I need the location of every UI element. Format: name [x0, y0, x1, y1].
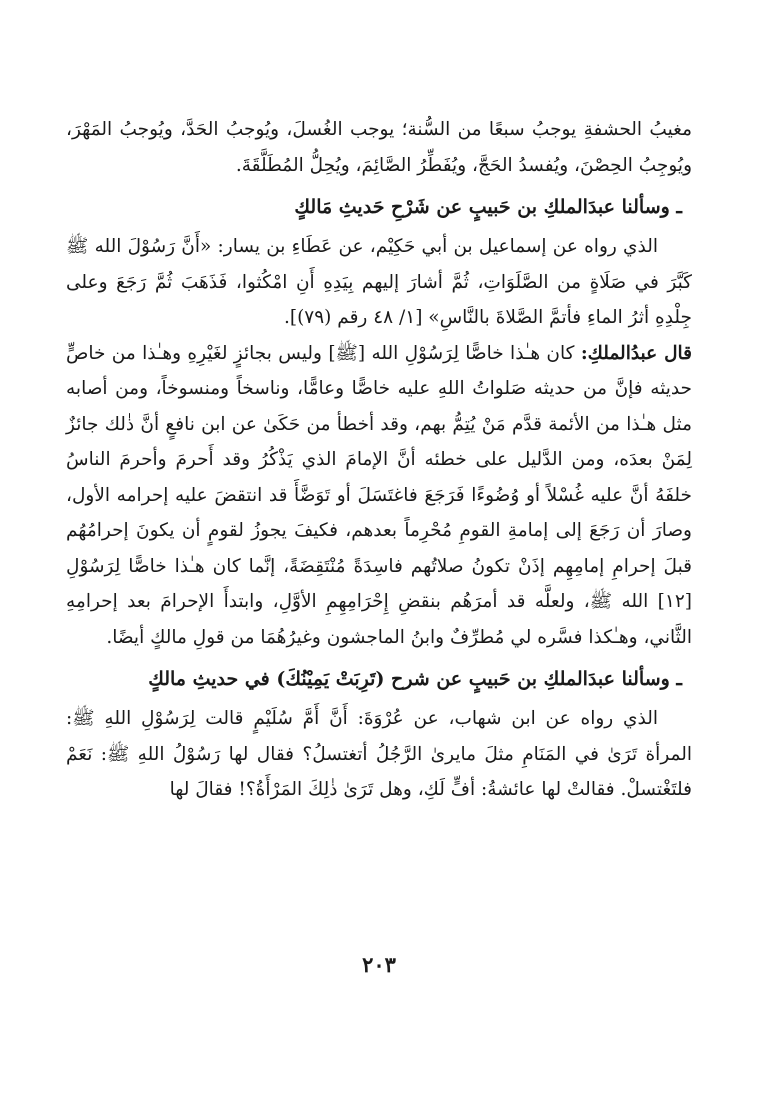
commentary-text: كان هـٰذا خاصًّا لِرَسُوْلِ الله [ﷺ] وليس بجائزٍ لغَيْرِهِ وهـٰذا من خاصٍّ حديثه فإنَّ من حديثه صَلواتُ اللهِ عليه خاصًّا وعامًّا، وناسخاً ومنسوخاً، ومن أصابه مثل هـٰذا من الأئمة قدَّم مَنْ يُتِمُّ بهم، وقد أخطأ من حَكَىٰ عن ابن نافعٍ أنَّ ذٰلك جائزٌ لِمَنْ بعدَه، ومن الدَّليل على خطئه أنَّ الإمامَ الذي يَذْكُرُ وقد أَحرمَ وأحرمَ الناسُ خلفَهُ أنَّ عليه غُسْلاً أو وُضُوءًا فَرَجَعَ فاغتَسَلَ أو تَوَضَّأَ قد انتقضَ عليه إحرامه الأول، وصارَ أن رَجَعَ إلى إمامةِ القومِ مُحْرِماً بعدهم، فكيفَ يجوزُ لقومٍ أن يكونَ إحرامُهُم قبلَ إحرامِ إمامِهِم إذَنْ تكونُ صلاتُهم فاسِدَةً مُنْتَقِضَةً، إنَّما كان هـٰذا خاصًّا لِرَسُوْلِ [١٢] الله ﷺ، ولعلَّه قد أمرَهُم بنقضِ إِحْرَامِهِمِ الأوَّلِ، وابتدأَ الإحرامَ بعد إحرامِهِ الثَّاني، وهـٰكذا فسَّره لي مُطرِّفٌ وابنُ الماجشون وغيرُهُمَا من قولِ مالكٍ أيضًا.: [66, 342, 692, 648]
section-heading-taribat-yaminuk: ـ وسألنا عبدَالملكِ بن حَبيبٍ عن شرح (تَرِبَتْ يَمِيْنُكَ) في حديثِ مالكٍ: [148, 668, 682, 690]
section-heading-malik-hadith: ـ وسألنا عبدَالملكِ بن حَبيبٍ عن شَرْحِ حَديثِ مَالكٍ: [294, 196, 682, 218]
paragraph-continuation: مغيبُ الحشفةِ يوجبُ سبعًا من السُّنة؛ يوجب الغُسلَ، ويُوجبُ الحَدَّ، ويُوجبُ المَهْرَ، ويُوجِبُ الحِصْنَ، ويُفسدُ الحَجَّ، ويُفَطِّرُ الصَّائِمَ، ويُحِلُّ المُطَلَّقَةَ.: [66, 119, 692, 176]
paragraph-umm-sulaym-hadith: الذي رواه عن ابن شهاب، عن عُرْوَةَ: أَنَّ أَمَّ سُلَيْمٍ قالت لِرَسُوْلِ اللهِ ﷺ: المرأة تَرَىٰ في المَنَامِ مثلَ مايرىٰ الرَّجُلُ أتغتسلُ؟ فقال لها رَسُوْلُ اللهِ ﷺ: نَعَمْ فلتَغْتسلْ. فقالتْ لها عائشةُ: أفٍّ لَكِ، وهل تَرَىٰ ذٰلِكَ المَرْأَةُ؟! فقالَ لها: [66, 708, 692, 800]
speaker-label: قال عبدُالملكِ:: [580, 342, 692, 364]
page-body: [66, 112, 692, 808]
page-number: ٢٠٣: [362, 952, 396, 977]
paragraph-hadith-narration: الذي رواه عن إسماعيل بن أبي حَكِيْم، عن عَطَاءِ بن يسار: «أَنَّ رَسُوْلَ الله ﷺ كَبَّرَ في صَلَاةٍ من الصَّلَوَاتِ، ثُمَّ أشارَ إليهم بِيَدِهِ أَنِ امْكُثوا، فَذَهَبَ ثُمَّ رَجَعَ وعلى جِلْدِهِ أثرُ الماءِ فأتمَّ الصَّلاةَ بالنَّاسِ» [١/ ٤٨ رقم (٧٩)].: [66, 236, 692, 328]
paragraph-abdulmalik-commentary: [66, 336, 692, 656]
